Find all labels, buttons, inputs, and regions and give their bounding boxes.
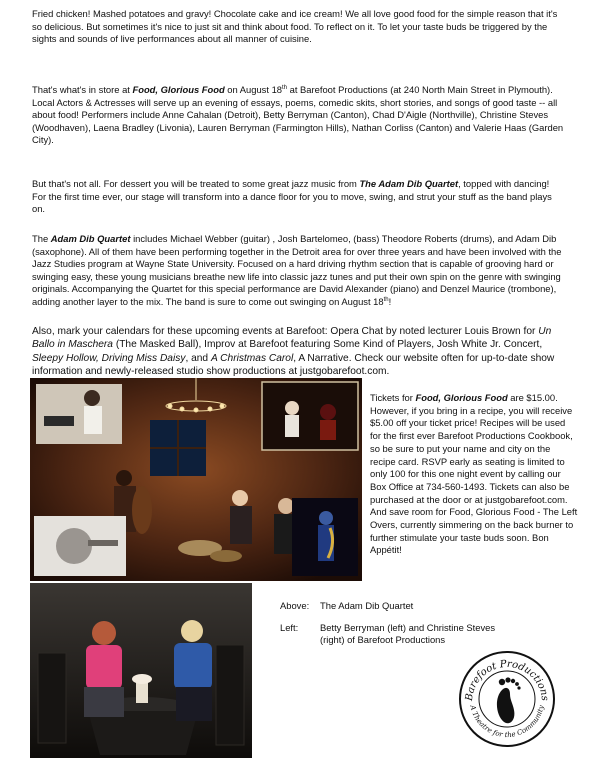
tickets-info: Tickets for Food, Glorious Food are $15.00. However, if you bring in a recipe, you will receive $5.00 off your ticket price! Recipes will be used for the first ever Barefoot Productions Cookbook, so be sure to put your name and city on the recipe card. RSVP early as seating is limited to only 100 for this one night event by calling our Box Office at 734-560-1493. Tickets can also be purchased at the door or at justgobarefoot.com. And save room for Food, Glorious Food - The Left Overs, currently simmering on the back burner to further stimulate your taste buds soon. Bon Appétit! (370, 392, 578, 556)
collage-image (30, 378, 362, 581)
performers-image (30, 583, 252, 758)
band-name: Adam Dib Quartet (50, 233, 131, 244)
upcoming-events-paragraph: Also, mark your calendars for these upcoming events at Barefoot: Opera Chat by noted lecturer Louis Brown for Un Ballo in Maschera (The Masked Ball), Improv at Barefoot featuring Some Kind of Players, Josh White Jr. Concert, Sleepy Hollow, Driving Miss Daisy, and A Christmas Carol, A Narrative. Check our website often for up-to-date show information and newly-released studio show productions at justgobarefoot.com. (32, 326, 555, 378)
event-title: Food, Glorious Food (415, 392, 508, 403)
intro-paragraph: Fried chicken! Mashed potatoes and gravy! Chocolate cake and ice cream! We all love good food for the simple reason that it's so delicious. But sometimes it's nice to just sit and think about food. To reflect on it. To let your taste buds be triggered by the sights and sounds of live performances about all manner of cuisine. (32, 8, 558, 45)
logo-bottom-text: A Theatre for the Community (468, 704, 546, 740)
event-paragraph: That's what's in store at Food, Glorious Food on August 18th at Barefoot Productions (at 240 North Main Street in Plymouth). Local Actors & Actresses will serve up an evening of essays, poems, comedic skits, short stories, and songs of good taste -- all about food! Performers include Anne Cahalan (Detroit), Betty Berryman (Canton), Chad D'Aigle (Northville), Christine Steves (Woodhaven), Laena Bradley (Livonia), Lauren Berryman (Farmington Hills), Nathan Corliss (Canton) and Valerie Haas (Garden City). (32, 84, 564, 146)
event-title: Food, Glorious Food (132, 84, 225, 95)
logo-top-text: Barefoot Productions (463, 658, 551, 702)
photo-captions (280, 600, 520, 656)
performers-photo (30, 583, 252, 758)
quartet-photo-collage (30, 378, 362, 581)
band-name: The Adam Dib Quartet (359, 178, 459, 189)
logo-seal (458, 650, 556, 748)
caption-above: Above: The Adam Dib Quartet (280, 600, 414, 611)
dessert-paragraph: But that's not all. For dessert you will be treated to some great jazz music from The Adam Dib Quartet, topped with dancing! For the first time ever, our stage will transform into a dance floor for you to move, swing, and strut your stuff as the band plays on. (32, 178, 552, 215)
caption-left: Left: Betty Berryman (left) and Christine Steves (right) of Barefoot Productions (280, 621, 496, 646)
quartet-paragraph: The Adam Dib Quartet includes Michael Webber (guitar) , Josh Bartelomeo, (bass) Theodore Roberts (drums), and Adam Dib (saxophone). All of them have been performing together in the Detroit area for over three years and have been involved with the Jazz Studies program at Wayne State University. Focused on a hard driving rhythm section that is capable of grooving hard or swinging easy, these young musicians breathe new life into classic jazz tunes and put their own spin on the genre with swinging originals. Accompanying the Quartet for this special performance are David Alexander (piano) and Denzel Maurice (trombone), adding another layer to the mix. The band is sure to come out swinging on August 18th! (32, 233, 562, 307)
barefoot-productions-logo (458, 650, 556, 748)
